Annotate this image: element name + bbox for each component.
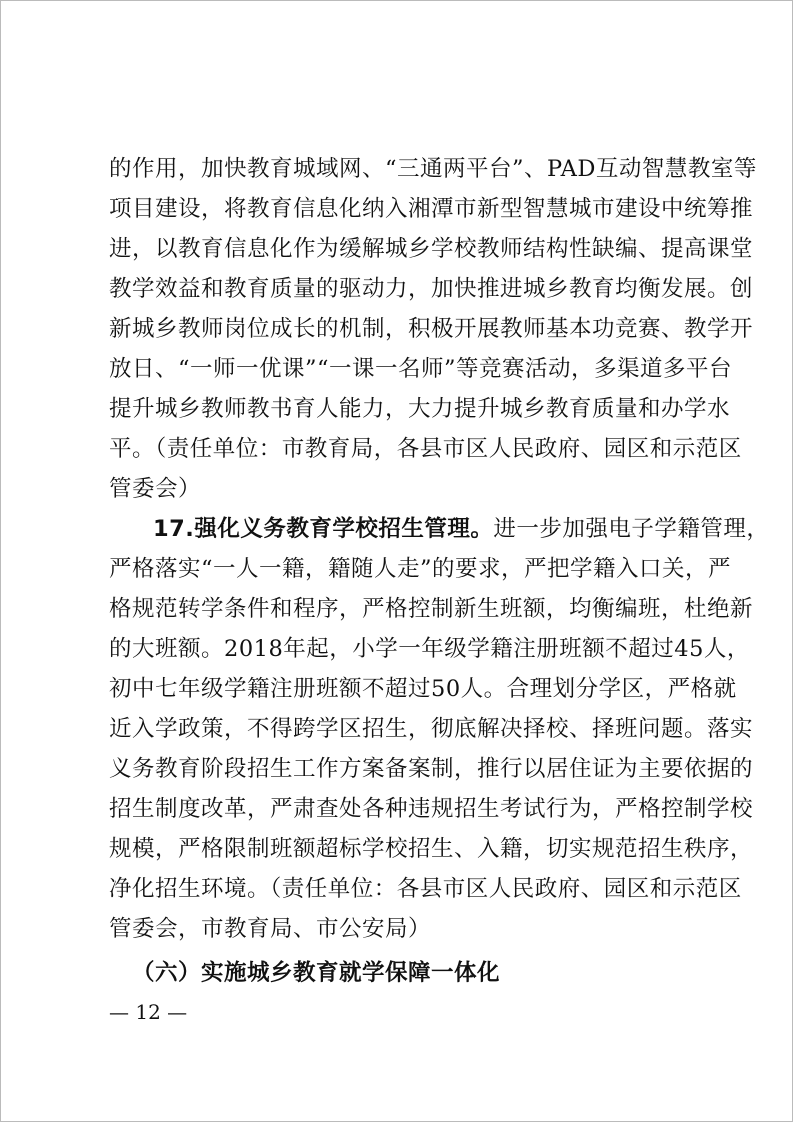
page-number: — 12 — xyxy=(109,1000,188,1024)
paragraph-1-line-5: 新城乡教师岗位成长的机制，积极开展教师基本功竞赛、教学开 xyxy=(109,316,754,342)
paragraph-2-line-1-rest: 进一步加强电子学籍管理， xyxy=(493,516,770,542)
paragraph-1-line-3: 进，以教育信息化作为缓解城乡学校教师结构性缺编、提高课堂 xyxy=(109,236,754,262)
paragraph-2-line-7: 义务教育阶段招生工作方案备案制，推行以居住证为主要依据的 xyxy=(109,756,754,782)
paragraph-1-line-7: 提升城乡教师教书育人能力，大力提升城乡教育质量和办学水 xyxy=(109,396,731,422)
paragraph-2-line-6: 近入学政策，不得跨学区招生，彻底解决择校、择班问题。落实 xyxy=(109,716,754,742)
paragraph-2-line-3: 格规范转学条件和程序，严格控制新生班额，均衡编班，杜绝新 xyxy=(109,596,754,622)
paragraph-2-line-8: 招生制度改革，严肃查处各种违规招生考试行为，严格控制学校 xyxy=(109,796,754,822)
paragraph-2-line-11: 管委会，市教育局、市公安局） xyxy=(109,916,432,942)
paragraph-2-line-5: 初中七年级学籍注册班额不超过50人。合理划分学区，严格就 xyxy=(109,676,737,702)
paragraph-1-line-4: 教学效益和教育质量的驱动力，加快推进城乡教育均衡发展。创 xyxy=(109,276,754,302)
paragraph-1-line-1: 的作用，加快教育城域网、“三通两平台”、PAD互动智慧教室等 xyxy=(109,156,757,182)
paragraph-2-line-10: 净化招生环境。（责任单位：各县市区人民政府、园区和示范区 xyxy=(109,876,742,902)
paragraph-1-line-2: 项目建设，将教育信息化纳入湘潭市新型智慧城市建设中统筹推 xyxy=(109,196,754,222)
item-title: 强化义务教育学校招生管理。 xyxy=(194,516,494,542)
paragraph-1-line-6: 放日、“一师一优课”“一课一名师”等竞赛活动，多渠道多平台 xyxy=(109,356,733,382)
paragraph-2-line-1 xyxy=(153,509,770,549)
item-number: 17. xyxy=(153,516,195,542)
paragraph-1-line-9: 管委会） xyxy=(109,476,202,502)
paragraph-1-line-8: 平。（责任单位：市教育局，各县市区人民政府、园区和示范区 xyxy=(109,436,742,462)
paragraph-2-line-2: 严格落实“一人一籍，籍随人走”的要求，严把学籍入口关，严 xyxy=(109,556,732,582)
section-heading: （六）实施城乡教育就学保障一体化 xyxy=(132,960,501,986)
paragraph-2-line-9: 规模，严格限制班额超标学校招生、入籍，切实规范招生秩序， xyxy=(109,836,754,862)
paragraph-2-line-4: 的大班额。2018年起，小学一年级学籍注册班额不超过45人， xyxy=(109,636,750,662)
